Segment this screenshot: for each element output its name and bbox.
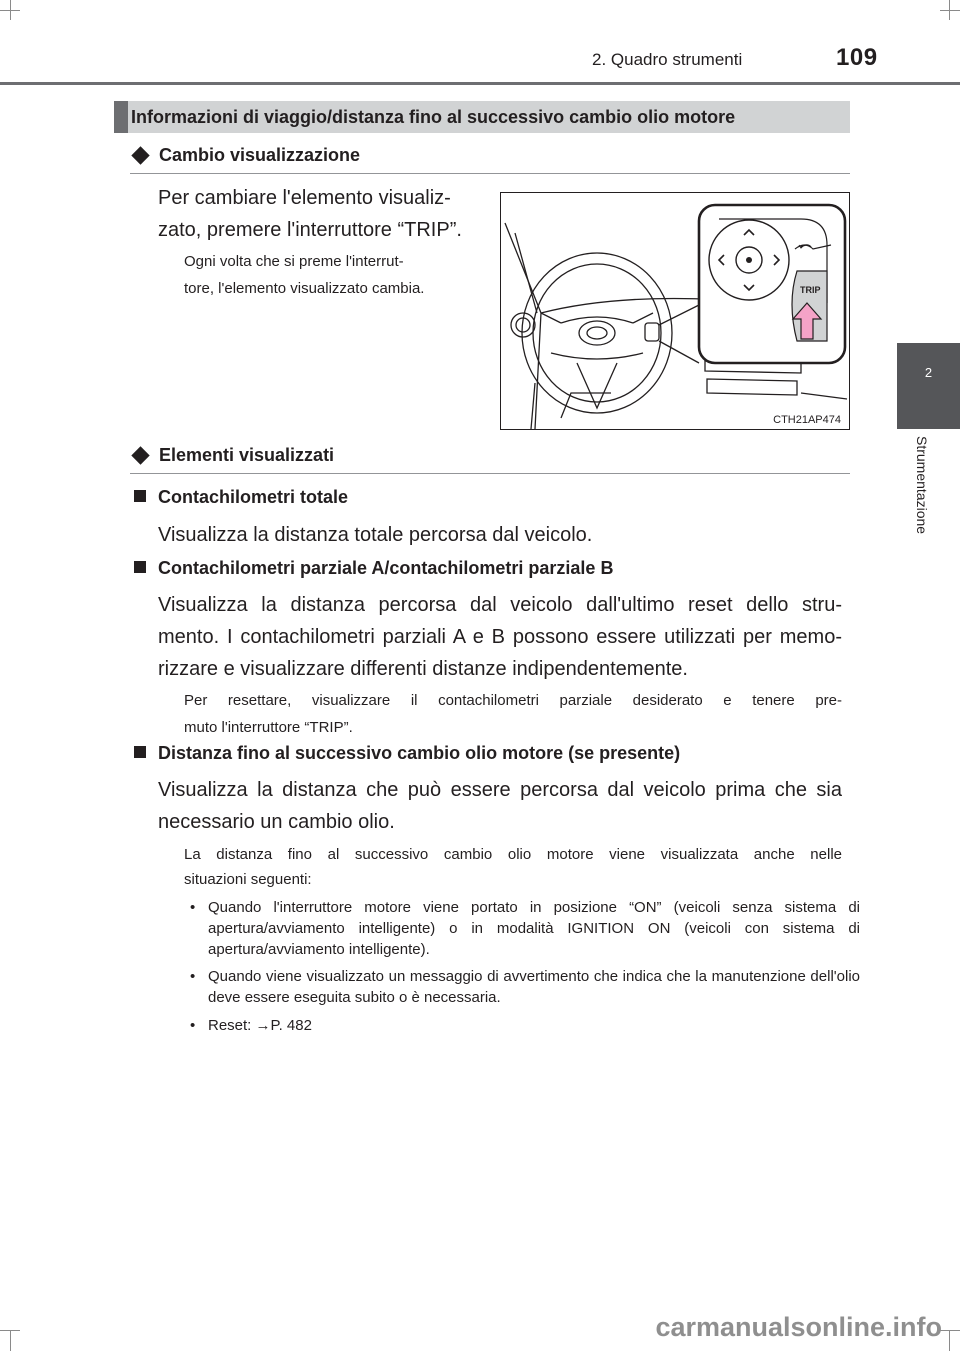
crop-mark — [10, 0, 11, 20]
square-bullet-icon — [134, 561, 146, 573]
subheading-label: Elementi visualizzati — [159, 445, 335, 465]
list-item-text: Quando viene visualizzato un messaggio di avvertimento che indica che la manutenzione dell'olio deve essere eseguita subito o è necessaria. — [208, 968, 860, 1006]
subheading-rule — [130, 173, 850, 174]
item-heading — [134, 558, 613, 584]
note-line: muto l'interruttore “TRIP”. — [184, 719, 353, 736]
note-line: La distanza fino al successivo cambio olio motore viene visualizzata anche nelle — [184, 846, 842, 863]
note-line: tore, l'elemento visualizzato cambia. — [184, 280, 425, 297]
steering-wheel-illustration — [500, 192, 850, 430]
square-bullet-icon — [134, 746, 146, 758]
dashboard-drawing — [501, 193, 849, 429]
note-line: situazioni seguenti: — [184, 871, 312, 888]
chapter-name: Strumentazione — [914, 436, 930, 535]
item-heading-label: Distanza fino al successivo cambio olio motore (se presente) — [158, 743, 681, 763]
subheading-change-display — [130, 143, 850, 173]
list-item-text: Quando l'interruttore motore viene portato in posizione “ON” (veicoli senza sistema di apertura/avviamento intelligente) o in modalità IGNITION ON (veicoli con sistema di apertura/avviamento intelligente). — [208, 899, 860, 958]
trip-button-label: TRIP — [800, 285, 821, 295]
crop-mark — [940, 1330, 960, 1331]
bullet-dot: • — [190, 968, 196, 985]
running-header: 2. Quadro strumenti — [592, 50, 743, 69]
list-item — [190, 1015, 860, 1036]
item-heading — [134, 487, 348, 513]
diamond-bullet-icon — [131, 446, 149, 464]
item-heading-label: Contachilometri parziale A/contachilometri parziale B — [158, 558, 614, 578]
diamond-bullet-icon — [131, 146, 149, 164]
crop-mark — [949, 0, 950, 20]
section-title-bar — [114, 101, 850, 133]
item-heading-label: Contachilometri totale — [158, 487, 349, 507]
paragraph-line: rizzare e visualizzare differenti distanze indipendentemente. — [158, 658, 688, 680]
note-line: Per resettare, visualizzare il contachilometri parziale desiderato e tenere pre- — [184, 692, 842, 709]
paragraph-line: Per cambiare l'elemento visualiz- — [158, 187, 451, 209]
bullet-dot: • — [190, 899, 196, 916]
page-number: 109 — [836, 44, 878, 71]
header-rule — [0, 82, 960, 85]
section-bar-accent — [114, 101, 128, 133]
paragraph-line: Visualizza la distanza totale percorsa dal veicolo. — [158, 524, 593, 546]
watermark: carmanualsonline.info — [655, 1312, 942, 1342]
subheading-label: Cambio visualizzazione — [159, 145, 361, 165]
section-title: Informazioni di viaggio/distanza fino al successivo cambio olio motore — [131, 107, 736, 127]
crop-mark — [940, 10, 960, 11]
list-item — [190, 897, 860, 960]
paragraph-line: Visualizza la distanza percorsa dal veicolo dall'ultimo reset dello stru- — [158, 594, 842, 616]
subheading-rule — [130, 473, 850, 474]
paragraph-line: Visualizza la distanza che può essere percorsa dal veicolo prima che sia — [158, 779, 842, 801]
chapter-tab-number: 2 — [924, 365, 933, 380]
bullet-dot: • — [190, 1017, 196, 1034]
crop-mark — [10, 1331, 11, 1351]
paragraph-line: necessario un cambio olio. — [158, 811, 395, 833]
list-item — [190, 966, 860, 1008]
paragraph-line: mento. I contachilometri parziali A e B possono essere utilizzati per memo- — [158, 626, 842, 648]
note-line: Ogni volta che si preme l'interrut- — [184, 253, 404, 270]
item-heading — [134, 743, 680, 769]
chapter-tab — [897, 343, 960, 429]
illustration-code: CTH21AP474 — [773, 414, 841, 426]
list-item-text: Reset: →P. 482 — [208, 1017, 312, 1034]
subheading-displayed-items — [130, 443, 850, 473]
crop-mark — [949, 1331, 950, 1351]
paragraph-line: zato, premere l'interruttore “TRIP”. — [158, 219, 462, 241]
square-bullet-icon — [134, 490, 146, 502]
